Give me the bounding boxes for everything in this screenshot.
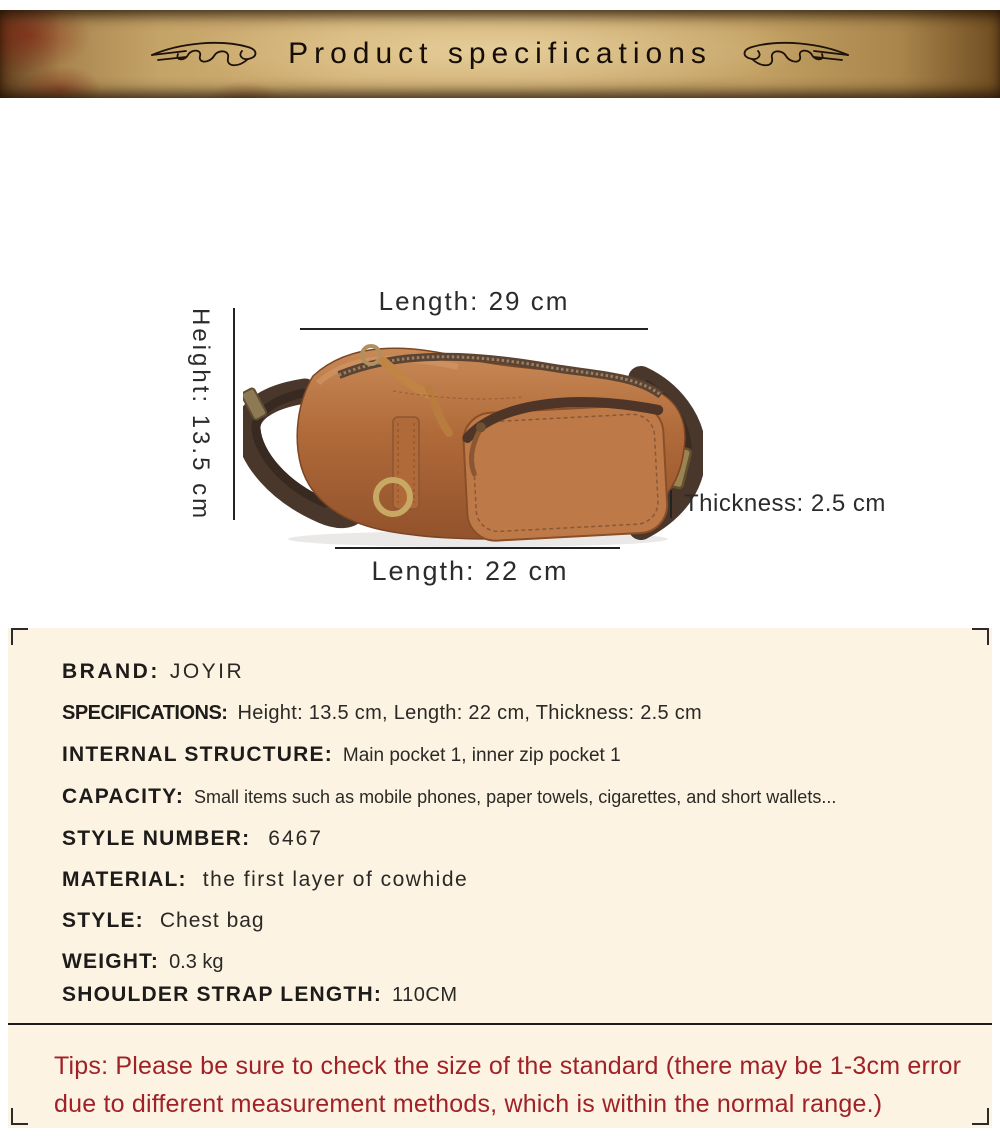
corner-bracket-top-left: [11, 628, 28, 645]
banner-title: Product specifications: [288, 37, 712, 70]
spec-row: [62, 783, 950, 811]
spec-row: [62, 948, 950, 976]
corner-bracket-bottom-right: [972, 1108, 989, 1125]
length-bottom-line: [335, 547, 620, 549]
tips-text: Tips: Please be sure to check the size of the standard (there may be 1-3cm error due to different measurement methods, which is within the normal range.): [54, 1052, 962, 1118]
thickness-tick: [670, 490, 672, 518]
length-top-label: Length: 29 cm: [378, 286, 570, 316]
banner: [0, 10, 1000, 98]
length-bottom-label: Length: 22 cm: [371, 556, 569, 586]
spec-row: [62, 907, 950, 934]
spec-label: STYLE:: [62, 909, 144, 932]
spec-value: the first layer of cowhide: [202, 868, 469, 891]
spec-label: CAPACITY:: [62, 785, 185, 808]
spec-label: STYLE NUMBER:: [62, 827, 251, 850]
spec-value: Small items such as mobile phones, paper towels, cigarettes, and short wallets...: [194, 787, 837, 807]
spec-label: WEIGHT:: [62, 950, 160, 973]
spec-label: SPECIFICATIONS:: [62, 702, 228, 724]
dimension-figure: [0, 98, 1000, 628]
spec-label: SHOULDER STRAP LENGTH:: [62, 983, 383, 1006]
corner-bracket-top-right: [972, 628, 989, 645]
spec-value: 0.3 kg: [169, 951, 224, 973]
spec-value: Chest bag: [159, 909, 265, 932]
spec-value: Main pocket 1, inner zip pocket 1: [342, 745, 621, 766]
height-line: [233, 308, 235, 520]
spec-row: [62, 699, 950, 727]
separator-line: [8, 1023, 992, 1025]
spec-row: [62, 981, 950, 1009]
spec-row: [62, 658, 950, 685]
flourish-right-icon: [738, 37, 850, 71]
spec-label: BRAND:: [62, 660, 160, 683]
spec-label: MATERIAL:: [62, 868, 187, 891]
spec-value: 110CM: [392, 984, 458, 1006]
spec-row: [62, 866, 950, 893]
length-top-line: [300, 328, 648, 330]
spec-label: INTERNAL STRUCTURE:: [62, 743, 333, 766]
spec-box: [8, 628, 992, 1128]
product-image: [243, 331, 703, 551]
thickness-label: Thickness: 2.5 cm: [684, 490, 886, 517]
flourish-left-icon: [150, 37, 262, 71]
spec-row: [62, 825, 950, 852]
spec-value: Height: 13.5 cm, Length: 22 cm, Thickness: 2.5 cm: [237, 702, 703, 724]
spec-value: 6467: [268, 827, 323, 850]
spec-rows: [62, 658, 950, 1009]
corner-bracket-bottom-left: [11, 1108, 28, 1125]
spec-row: [62, 741, 950, 769]
height-label: Height: 13.5 cm: [187, 308, 214, 522]
spec-value: JOYIR: [169, 660, 245, 683]
